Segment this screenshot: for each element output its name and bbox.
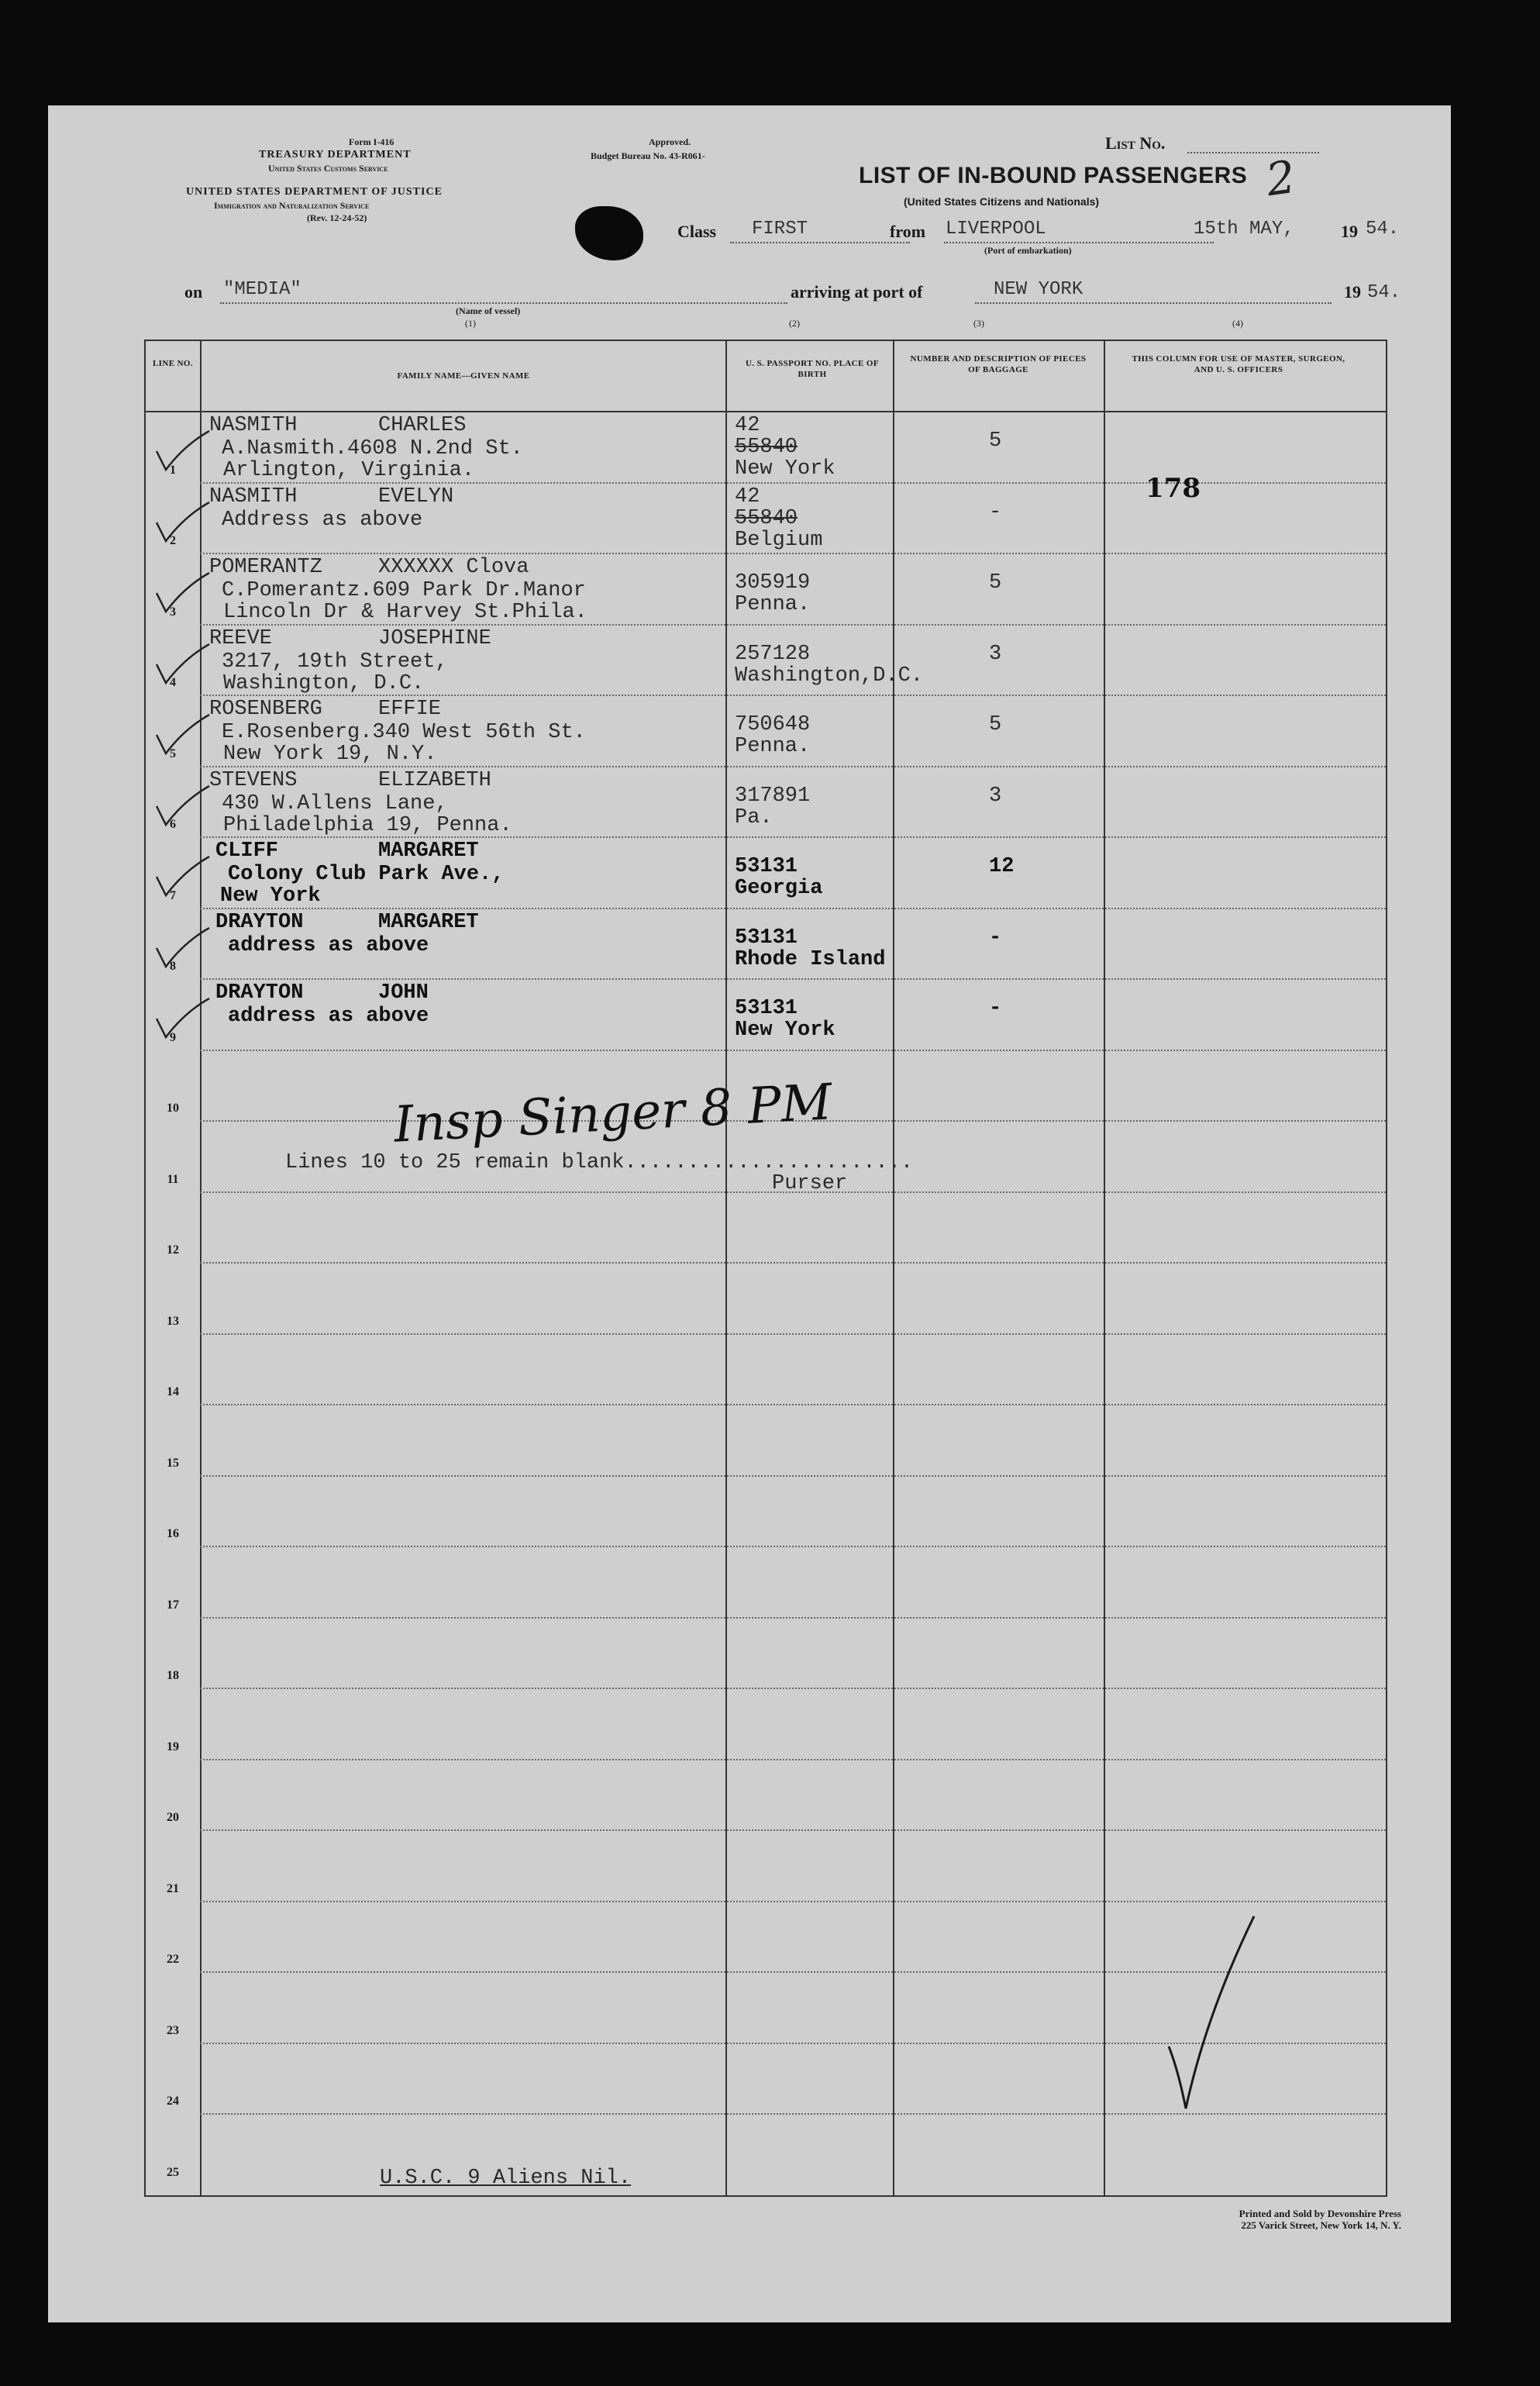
row-rule [200,1404,1386,1405]
treasury-dept: TREASURY DEPARTMENT [259,149,412,160]
summary-note: U.S.C. 9 Aliens Nil. [380,2167,632,2190]
address-line-2: Philadelphia 19, Penna. [223,813,512,837]
col-line-no: LINE NO. [152,359,194,368]
line-number: 8 [170,960,176,973]
line-number: 15 [167,1456,179,1470]
address-line-1: 430 W.Allens Lane, [222,791,448,815]
given-name: JOSEPHINE [378,626,491,650]
row-rule [200,1333,1386,1335]
family-name: DRAYTON [215,910,304,934]
customs-service: United States Customs Service [268,163,388,174]
address-line-2: Arlington, Virginia. [223,459,475,482]
port-caption: (Port of embarkation) [984,245,1072,256]
class-label: Class [677,222,717,241]
check-mark-icon [153,643,215,689]
place-of-birth: Penna. [735,593,811,616]
check-mark-icon [153,429,215,476]
line-number: 23 [167,2023,179,2037]
passport-number: 53131 [735,855,798,878]
line-number: 20 [167,1811,179,1824]
on-label: on [184,282,203,302]
col-name: FAMILY NAME—GIVEN NAME [397,371,530,381]
place-of-birth: New York [735,1019,835,1042]
check-mark-icon [153,926,215,973]
from-label: from [890,222,926,241]
given-name: EFFIE [378,698,442,721]
place-of-birth: Pa. [735,805,773,829]
line-number: 19 [167,1740,179,1753]
row-rule [200,1546,1386,1547]
address-line-1: address as above [228,1005,429,1028]
passport-number: 257128 [735,642,811,666]
printer-line-2: 225 Varick Street, New York 14, N. Y. [1241,2219,1401,2231]
printer-imprint [1101,2208,1401,2231]
year-value: 54. [1366,219,1400,240]
class-value: FIRST [752,219,808,240]
line-number: 5 [170,746,176,760]
place-of-birth: Washington,D.C. [735,664,924,688]
printer-line-1: Printed and Sold by Devonshire Press [1239,2208,1401,2219]
place-of-birth: Belgium [735,528,823,552]
col-number-1: (1) [465,318,476,329]
address-line-1: C.Pomerantz.609 Park Dr.Manor [222,579,586,602]
purser-label: Purser [772,1172,848,1195]
line-number: 2 [170,534,176,547]
address-line-1: A.Nasmith.4608 N.2nd St. [222,437,523,460]
baggage-count: 3 [989,642,1002,666]
line-number: 9 [170,1030,176,1044]
officer-count: 178 [1146,473,1201,504]
row-rule [200,908,1386,909]
budget-bureau: Budget Bureau No. 43-R061- [591,150,705,161]
form-number: Form I-416 [349,136,394,147]
year-prefix: 19 [1341,222,1358,241]
form-subtitle: (United States Citizens and Nationals) [904,195,1100,208]
line-number: 14 [167,1385,179,1398]
baggage-count: 5 [989,429,1002,453]
passport-number: 750648 [735,713,811,736]
col-number-4: (4) [1232,318,1243,329]
line-number: 3 [170,605,176,619]
row-rule [200,1901,1386,1902]
address-line-1: Colony Club Park Ave., [228,863,505,886]
check-mark-icon [153,784,215,831]
given-name: CHARLES [378,414,467,437]
row-rule [200,1262,1386,1264]
place-of-birth: Rhode Island [735,947,886,971]
arriving-label: arriving at port of [791,282,923,302]
ins-service: Immigration and Naturalization Service [214,200,370,211]
line-number: 21 [167,1881,179,1895]
address-line-1: 3217, 19th Street, [222,650,448,674]
place-of-birth: Penna. [735,735,811,758]
baggage-count: 5 [989,571,1002,595]
check-mark-icon [153,855,215,902]
line-number: 12 [167,1243,179,1257]
passport-number: 53131 [735,997,798,1020]
row-rule [200,1688,1386,1689]
place-of-birth: Georgia [735,877,823,900]
given-name: EVELYN [378,484,454,509]
family-name: NASMITH [209,414,298,437]
col-number-3: (3) [973,318,984,329]
passport-number-struck: 55840 [735,506,798,530]
address-line-1: E.Rosenberg.340 West 56th St. [222,721,586,744]
col-baggage: NUMBER AND DESCRIPTION OF PIECES OF BAGGAGE [910,354,1087,374]
line-number: 22 [167,1953,179,1966]
given-name: ELIZABETH [378,768,491,792]
family-name: NASMITH [209,484,298,509]
passport-number: 42 [735,484,760,509]
row-rule [200,1617,1386,1619]
date-value: 15th MAY, [1194,219,1294,240]
arrival-year-value: 54. [1367,282,1401,303]
passport-number: 53131 [735,926,798,950]
passport-number-struck: 55840 [735,436,798,459]
address-line-2: Washington, D.C. [223,671,425,695]
line-number: 6 [170,818,176,831]
vessel-name: "MEDIA" [223,279,301,300]
line-number: 1 [170,463,176,477]
large-check-mark [1167,1915,1260,2116]
given-name: MARGARET [378,910,479,934]
family-name: POMERANTZ [209,556,322,579]
justice-dept: UNITED STATES DEPARTMENT OF JUSTICE [186,186,443,198]
row-rule [200,1759,1386,1760]
arrival-year-prefix: 19 [1344,282,1361,302]
passport-number: 317891 [735,784,811,808]
passenger-table [144,340,1387,2197]
passport-number: 305919 [735,571,811,595]
line-number: 11 [167,1172,179,1186]
baggage-count: - [989,926,1002,950]
line-number: 4 [170,676,176,689]
col-officers: THIS COLUMN FOR USE OF MASTER, SURGEON, AND U. S. OFFICERS [1132,354,1345,374]
col-number-2: (2) [789,318,800,329]
row-rule [200,1050,1386,1051]
address-line-1: address as above [228,933,429,957]
family-name: ROSENBERG [209,698,322,721]
family-name: STEVENS [209,768,298,792]
address-line-1: Address as above [222,508,423,532]
line-number: 24 [167,2095,179,2108]
check-mark-icon [153,501,215,547]
baggage-count: 5 [989,713,1002,736]
place-of-birth: New York [735,457,835,481]
revision-date: (Rev. 12-24-52) [307,212,367,223]
line-number: 13 [167,1314,179,1328]
given-name: MARGARET [378,840,479,863]
family-name: DRAYTON [215,981,304,1005]
baggage-count: 12 [989,855,1015,878]
check-mark-icon [153,571,215,618]
baggage-count: 3 [989,784,1002,808]
approval-head: Approved. [649,136,691,147]
row-rule [200,978,1386,980]
line-number: 16 [167,1527,179,1540]
blank-lines-note: Lines 10 to 25 remain blank....................... [285,1151,914,1174]
inspector-signature: Insp Singer 8 PM [392,1074,834,1154]
passport-number: 42 [735,414,760,437]
line-number: 25 [167,2165,179,2179]
baggage-count: - [989,997,1002,1020]
list-no-handwritten: 2 [1263,150,1299,207]
row-rule [200,1475,1386,1477]
form-title: LIST OF IN-BOUND PASSENGERS [859,163,1248,188]
baggage-count: - [989,500,1002,524]
check-mark-icon [153,997,215,1043]
given-name: XXXXXX Clova [378,556,529,579]
row-rule [200,1829,1386,1831]
check-mark-icon [153,713,215,760]
address-line-2: Lincoln Dr & Harvey St.Phila. [223,601,587,624]
arrival-port: NEW YORK [994,279,1084,300]
address-line-2: New York [220,884,321,908]
family-name: CLIFF [215,840,279,863]
torn-corner [575,206,643,260]
address-line-2: New York 19, N.Y. [223,743,437,766]
family-name: REEVE [209,626,273,650]
col-passport: U. S. PASSPORT NO. PLACE OF BIRTH [746,359,879,379]
from-value: LIVERPOOL [946,219,1046,240]
line-number: 7 [170,888,176,902]
list-no-label: List No. [1105,133,1166,153]
line-number: 18 [167,1669,179,1682]
row-rule [200,553,1386,554]
given-name: JOHN [378,981,429,1005]
line-number: 17 [167,1598,179,1612]
line-number: 10 [167,1102,179,1115]
vessel-caption: (Name of vessel) [456,305,521,316]
